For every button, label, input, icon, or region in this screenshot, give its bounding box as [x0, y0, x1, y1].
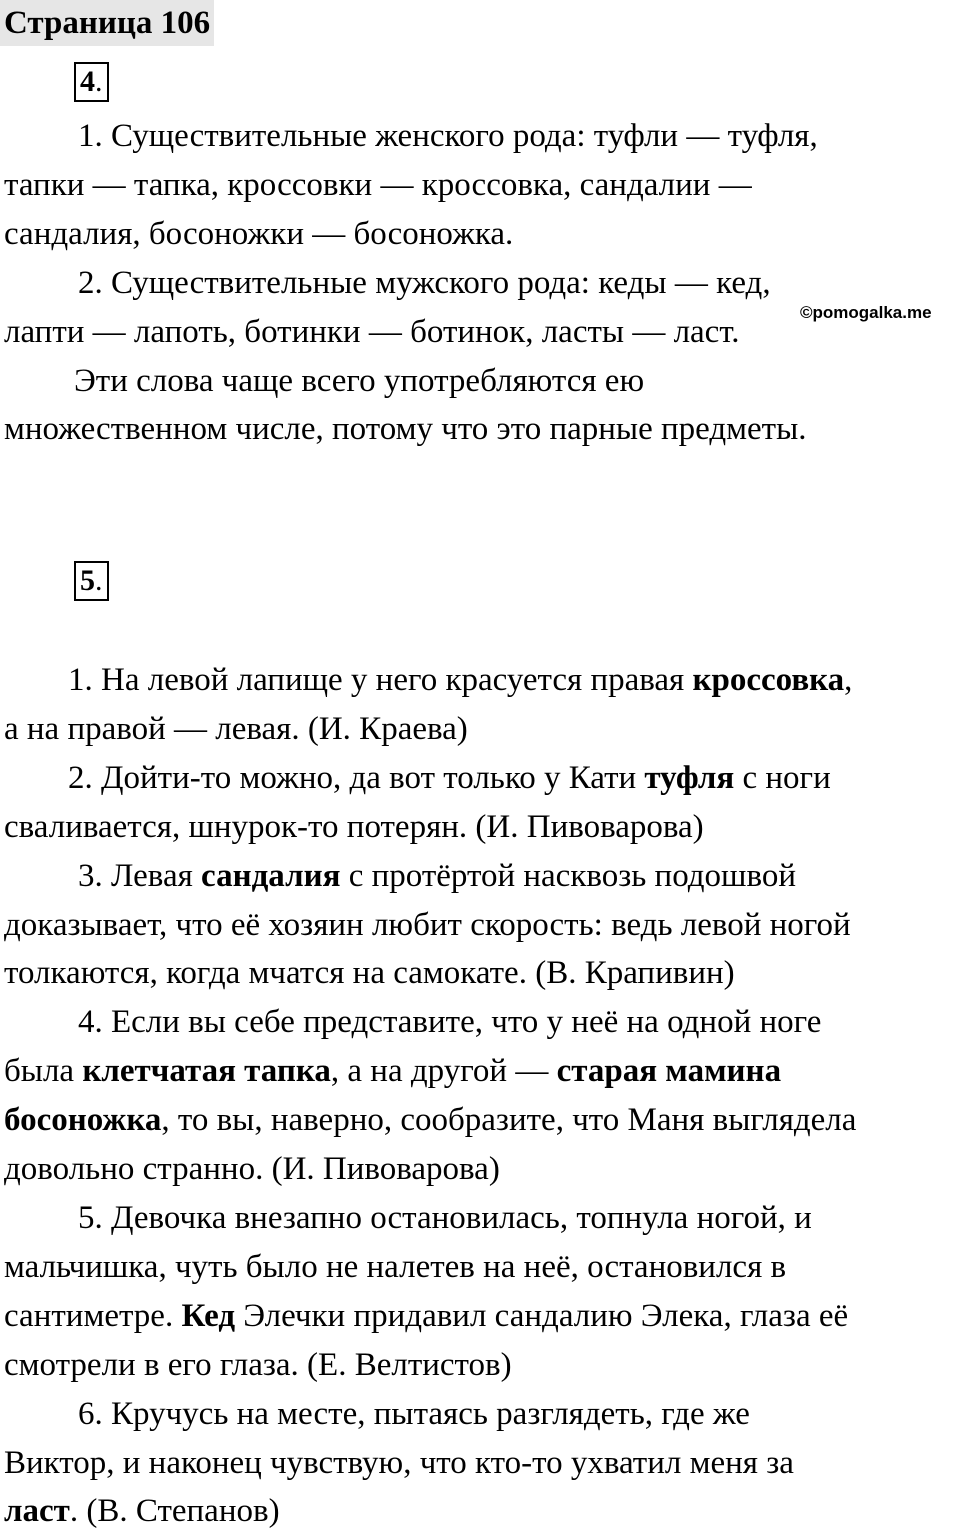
text-segment: 1. На левой лапище у него красуется правая [68, 662, 693, 698]
text-line [4, 259, 960, 308]
bold-word: кроссовка [692, 662, 845, 698]
text-line [4, 112, 960, 161]
text-segment: смотрели в его глаза. (Е. Велтистов) [4, 1346, 512, 1383]
task-5-answer-text [4, 656, 960, 1536]
text-segment: сантиметре. [4, 1297, 182, 1334]
task-4-answer-text [4, 112, 960, 454]
watermark: ©pomogalka.me [800, 303, 932, 322]
text-line [4, 405, 960, 454]
bold-word: туфля [644, 759, 735, 796]
text-segment: доказывает, что её хозяин любит скорость: ведь левой ногой [4, 906, 851, 943]
text-line [4, 357, 960, 406]
text-segment: Виктор, и наконец чувствую, что кто-то ухватил меня за [4, 1444, 794, 1481]
text-segment: 5. Девочка внезапно остановилась, топнула ногой, и [78, 1199, 812, 1236]
text-segment: 1. Существительные женского рода: туфли — туфля, [78, 118, 818, 154]
text-line [4, 803, 960, 852]
bold-word: ласт [4, 1493, 70, 1530]
text-segment: мальчишка, чуть было не налетев на неё, остановился в [4, 1248, 787, 1285]
text-line [4, 705, 960, 754]
text-segment: 4. Если вы себе представите, что у неё на одной ноге [78, 1004, 822, 1041]
text-segment: . (В. Степанов) [69, 1493, 280, 1530]
bold-word: Кед [181, 1297, 236, 1334]
text-segment: 3. Левая [78, 857, 202, 894]
text-segment: лапти — лапоть, ботинки — ботинок, ласты — ласт. [4, 313, 740, 350]
text-segment: толкаются, когда мчатся на самокате. (В. Крапивин) [4, 955, 735, 992]
text-line [4, 949, 960, 998]
text-segment: была [4, 1053, 83, 1090]
text-line [4, 1439, 960, 1488]
text-line [4, 1096, 960, 1145]
page-title: Страница 106 [0, 0, 214, 46]
text-line [4, 656, 960, 705]
task-4-number-box: 4. [74, 62, 109, 102]
text-segment: Элечки придавил сандалию Элека, глаза её [235, 1297, 849, 1334]
text-line [4, 1194, 960, 1243]
bold-word: старая мамина [556, 1053, 782, 1090]
text-segment: Эти слова чаще всего употребляются ею [74, 362, 645, 399]
text-line [4, 210, 960, 259]
text-line [4, 1047, 960, 1096]
text-line [4, 1292, 960, 1341]
text-line [4, 852, 960, 901]
bold-word: босоножка [4, 1102, 162, 1139]
text-segment: сваливается, шнурок-то потерян. (И. Пивоварова) [4, 808, 704, 845]
text-segment: 2. Дойти-то можно, да вот только у Кати [68, 759, 645, 796]
text-line [4, 161, 960, 210]
text-line [4, 1341, 960, 1390]
text-segment: с протёртой насквозь подошвой [340, 857, 796, 894]
text-line [4, 1145, 960, 1194]
text-segment: , [844, 662, 853, 698]
text-line [4, 998, 960, 1047]
bold-word: сандалия [201, 857, 341, 894]
task-4-number: 4 [80, 65, 95, 98]
task-5-number: 5 [80, 564, 95, 597]
text-segment: сандалия, босоножки — босоножка. [4, 215, 514, 252]
text-segment: а на правой — левая. (И. Краева) [4, 710, 468, 747]
text-segment: с ноги [734, 759, 831, 796]
text-segment: 6. Кручусь на месте, пытаясь разглядеть, где же [78, 1395, 750, 1432]
text-segment: , то вы, наверно, сообразите, что Маня выглядела [161, 1102, 857, 1139]
text-segment: довольно странно. (И. Пивоварова) [4, 1151, 500, 1188]
text-line [4, 1243, 960, 1292]
task-5-number-box: 5. [74, 561, 109, 601]
text-line [4, 1390, 960, 1439]
text-line [4, 754, 960, 803]
text-segment: 2. Существительные мужского рода: кеды — кед, [78, 264, 771, 301]
text-segment: множественном числе, потому что это парные предметы. [4, 411, 807, 448]
text-segment: тапки — тапка, кроссовки — кроссовка, сандалии — [4, 166, 752, 203]
text-segment: , а на другой — [330, 1053, 557, 1090]
text-line [4, 901, 960, 950]
bold-word: клетчатая тапка [82, 1053, 331, 1090]
